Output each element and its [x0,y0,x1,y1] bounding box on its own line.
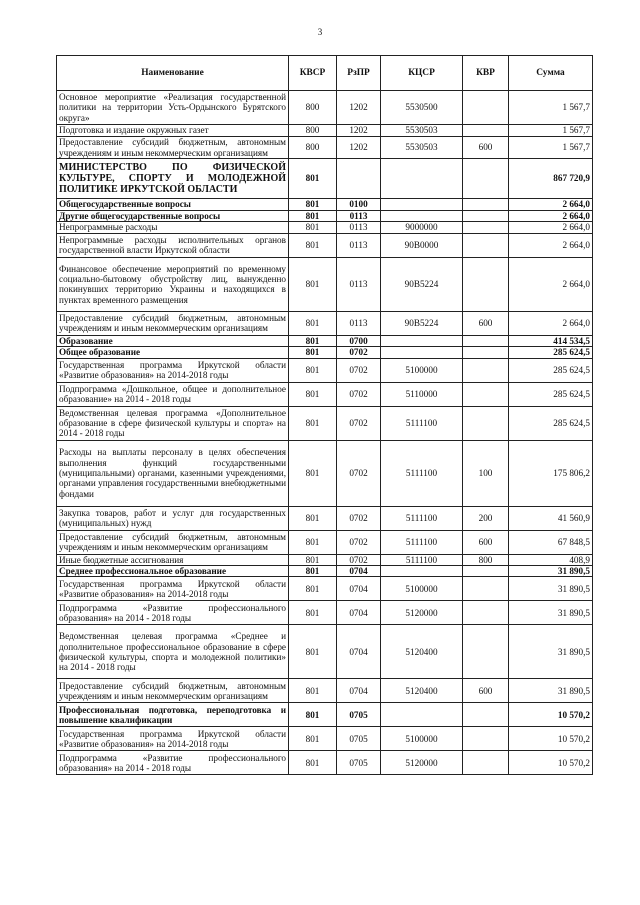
row-kvsr: 801 [289,566,337,577]
row-kcsr: 5530500 [381,91,463,125]
row-kcsr: 5111100 [381,530,463,554]
row-kvsr: 801 [289,679,337,703]
row-kvr [463,625,509,679]
row-kvsr: 801 [289,577,337,601]
table-row [57,257,593,311]
row-sum: 2 664,0 [509,199,593,211]
row-name: Общее образование [57,347,289,358]
row-sum: 31 890,5 [509,601,593,625]
row-kvsr: 801 [289,257,337,311]
row-rzpr: 0705 [337,703,381,727]
row-name: Расходы на выплаты персоналу в целях обеспечения выполнения функций государственными (муниципальными) органами, казенными учреждениями, органами управления государственными внебюджетными фондами [57,440,289,506]
row-kvsr: 801 [289,211,337,222]
table-row [57,577,593,601]
row-kvsr: 801 [289,625,337,679]
header-kvr: КВР [463,56,509,91]
row-rzpr: 0702 [337,554,381,565]
header-name: Наименование [57,56,289,91]
table-row [57,440,593,506]
row-sum: 408,9 [509,554,593,565]
row-rzpr: 0702 [337,358,381,382]
row-kvsr: 801 [289,554,337,565]
row-kvr: 600 [463,311,509,335]
row-kvr [463,566,509,577]
row-kcsr: 5530503 [381,137,463,159]
row-rzpr: 0702 [337,440,381,506]
row-kcsr: 9000000 [381,222,463,233]
row-name: Подготовка и издание окружных газет [57,125,289,137]
row-kcsr: 5100000 [381,358,463,382]
row-name: Подпрограмма «Дошкольное, общее и дополнительное образование» на 2014 - 2018 годы [57,382,289,406]
row-rzpr: 0113 [337,222,381,233]
row-kvr [463,358,509,382]
page-number: 3 [317,27,323,37]
row-kvr: 600 [463,137,509,159]
row-kvsr: 801 [289,406,337,440]
row-rzpr: 0702 [337,530,381,554]
row-name: Государственная программа Иркутской области «Развитие образования» на 2014-2018 годы [57,727,289,751]
row-kvr [463,577,509,601]
row-kvsr: 801 [289,440,337,506]
table-body [57,91,593,775]
row-kcsr [381,159,463,199]
row-kcsr: 5111100 [381,506,463,530]
table-row [57,406,593,440]
row-sum: 1 567,7 [509,125,593,137]
row-name: Иные бюджетные ассигнования [57,554,289,565]
row-kcsr [381,211,463,222]
row-name: Предоставление субсидий бюджетным, автономным учреждениям и иным некоммерческим организациям [57,311,289,335]
row-name: Государственная программа Иркутской области «Развитие образования» на 2014-2018 годы [57,358,289,382]
row-name: Государственная программа Иркутской области «Развитие образования» на 2014-2018 годы [57,577,289,601]
row-kvr [463,406,509,440]
budget-table [56,55,593,775]
row-kvsr: 801 [289,506,337,530]
row-kvr [463,125,509,137]
row-kvr [463,233,509,257]
table-row [57,554,593,565]
row-kvr [463,222,509,233]
row-kvsr: 800 [289,125,337,137]
row-rzpr: 0113 [337,233,381,257]
table-row [57,91,593,125]
row-kcsr: 5111100 [381,406,463,440]
row-rzpr: 1202 [337,125,381,137]
table-row [57,506,593,530]
row-name: Финансовое обеспечение мероприятий по временному социально-бытовому обустройству лиц, вынужденно покинувших территорию Украины и находящихся в пунктах временного размещения [57,257,289,311]
row-kcsr: 90В0000 [381,233,463,257]
row-sum: 1 567,7 [509,91,593,125]
row-kvsr: 801 [289,703,337,727]
row-kvsr: 801 [289,222,337,233]
row-kvr [463,703,509,727]
row-sum: 285 624,5 [509,382,593,406]
row-kcsr: 90В5224 [381,311,463,335]
row-kcsr [381,335,463,346]
row-sum: 1 567,7 [509,137,593,159]
row-kvsr: 801 [289,751,337,775]
row-kcsr: 5120000 [381,751,463,775]
row-kvr [463,727,509,751]
table-row [57,311,593,335]
table-row [57,159,593,199]
row-kvr [463,199,509,211]
row-rzpr: 0113 [337,257,381,311]
row-sum: 67 848,5 [509,530,593,554]
row-rzpr: 0113 [337,311,381,335]
row-rzpr: 1202 [337,137,381,159]
row-sum: 41 560,9 [509,506,593,530]
row-kcsr: 5111100 [381,440,463,506]
row-name: Подпрограмма «Развитие профессионального образования» на 2014 - 2018 годы [57,751,289,775]
row-kvr: 600 [463,679,509,703]
row-rzpr: 0704 [337,577,381,601]
row-rzpr: 0704 [337,625,381,679]
row-kvr [463,211,509,222]
table-row [57,233,593,257]
row-kvsr: 801 [289,530,337,554]
row-kvsr: 801 [289,233,337,257]
table-row [57,679,593,703]
row-rzpr: 1202 [337,91,381,125]
row-kvr [463,382,509,406]
table-row [57,751,593,775]
header-sum: Сумма [509,56,593,91]
row-kcsr: 5120000 [381,601,463,625]
row-kvsr: 801 [289,358,337,382]
row-sum: 414 534,5 [509,335,593,346]
row-sum: 10 570,2 [509,751,593,775]
row-name: Непрограммные расходы исполнительных органов государственной власти Иркутской области [57,233,289,257]
row-sum: 175 806,2 [509,440,593,506]
row-kcsr: 5100000 [381,727,463,751]
table-row [57,211,593,222]
row-sum: 285 624,5 [509,358,593,382]
row-kvr [463,257,509,311]
row-kcsr: 5530503 [381,125,463,137]
row-kvsr: 800 [289,137,337,159]
row-rzpr: 0113 [337,211,381,222]
row-sum: 867 720,9 [509,159,593,199]
row-sum: 2 664,0 [509,257,593,311]
row-sum: 2 664,0 [509,222,593,233]
row-sum: 10 570,2 [509,703,593,727]
row-name: Другие общегосударственные вопросы [57,211,289,222]
row-kvsr: 801 [289,311,337,335]
row-name: Предоставление субсидий бюджетным, автономным учреждениям и иным некоммерческим организациям [57,137,289,159]
table-header-row [57,56,593,91]
row-kvr [463,347,509,358]
row-name: Предоставление субсидий бюджетным, автономным учреждениям и иным некоммерческим организациям [57,679,289,703]
row-rzpr: 0704 [337,566,381,577]
row-kvsr: 801 [289,382,337,406]
row-kcsr: 90В5224 [381,257,463,311]
table-row [57,222,593,233]
row-name: Образование [57,335,289,346]
row-rzpr: 0702 [337,382,381,406]
table-row [57,137,593,159]
row-rzpr: 0100 [337,199,381,211]
row-sum: 31 890,5 [509,625,593,679]
row-name: Подпрограмма «Развитие профессионального образования» на 2014 - 2018 годы [57,601,289,625]
header-rzpr: РзПР [337,56,381,91]
row-kvr [463,91,509,125]
table-row [57,199,593,211]
row-name: Ведомственная целевая программа «Среднее и дополнительное профессиональное образование в сфере физической культуры, спорта и молодежной политики» на 2014 - 2018 годы [57,625,289,679]
table-row [57,358,593,382]
row-kvr [463,159,509,199]
row-name: Общегосударственные вопросы [57,199,289,211]
row-sum: 10 570,2 [509,727,593,751]
row-kvsr: 801 [289,727,337,751]
row-kcsr [381,566,463,577]
row-kcsr [381,199,463,211]
row-kcsr [381,347,463,358]
row-sum: 31 890,5 [509,577,593,601]
row-rzpr [337,159,381,199]
row-kvsr: 801 [289,199,337,211]
row-kvsr: 800 [289,91,337,125]
row-kvsr: 801 [289,347,337,358]
row-rzpr: 0705 [337,751,381,775]
row-kcsr: 5120400 [381,625,463,679]
row-name: Профессиональная подготовка, переподготовка и повышение квалификации [57,703,289,727]
row-kvsr: 801 [289,159,337,199]
row-name: Закупка товаров, работ и услуг для государственных (муниципальных) нужд [57,506,289,530]
row-kvsr: 801 [289,335,337,346]
header-kvsr: КВСР [289,56,337,91]
table-row [57,727,593,751]
row-sum: 285 624,5 [509,347,593,358]
table-row [57,125,593,137]
row-kvr: 800 [463,554,509,565]
header-kcsr: КЦСР [381,56,463,91]
row-sum: 31 890,5 [509,679,593,703]
row-name: Ведомственная целевая программа «Дополнительное образование в сфере физической культуры и спорта» на 2014 - 2018 годы [57,406,289,440]
row-kcsr: 5120400 [381,679,463,703]
row-kcsr: 5111100 [381,554,463,565]
row-name: МИНИСТЕРСТВО ПО ФИЗИЧЕСКОЙ КУЛЬТУРЕ, СПОРТУ И МОЛОДЕЖНОЙ ПОЛИТИКЕ ИРКУТСКОЙ ОБЛАСТИ [57,159,289,199]
row-name: Основное мероприятие «Реализация государственной политики на территории Усть-Ордынского Бурятского округа» [57,91,289,125]
row-kvr [463,335,509,346]
row-sum: 2 664,0 [509,211,593,222]
row-rzpr: 0705 [337,727,381,751]
table-row [57,601,593,625]
table-row [57,382,593,406]
table-row [57,347,593,358]
row-name: Предоставление субсидий бюджетным, автономным учреждениям и иным некоммерческим организациям [57,530,289,554]
row-kvr: 100 [463,440,509,506]
row-rzpr: 0702 [337,347,381,358]
row-rzpr: 0702 [337,506,381,530]
row-kvr [463,601,509,625]
row-sum: 2 664,0 [509,311,593,335]
row-kcsr: 5110000 [381,382,463,406]
table-row [57,566,593,577]
table-row [57,703,593,727]
table-row [57,530,593,554]
row-sum: 31 890,5 [509,566,593,577]
row-kvsr: 801 [289,601,337,625]
table-row [57,335,593,346]
row-kcsr [381,703,463,727]
row-sum: 2 664,0 [509,233,593,257]
row-name: Среднее профессиональное образование [57,566,289,577]
row-rzpr: 0700 [337,335,381,346]
row-name: Непрограммные расходы [57,222,289,233]
row-rzpr: 0704 [337,679,381,703]
row-kvr [463,751,509,775]
row-rzpr: 0702 [337,406,381,440]
row-kvr: 200 [463,506,509,530]
row-kvr: 600 [463,530,509,554]
row-rzpr: 0704 [337,601,381,625]
row-sum: 285 624,5 [509,406,593,440]
row-kcsr: 5100000 [381,577,463,601]
table-row [57,625,593,679]
